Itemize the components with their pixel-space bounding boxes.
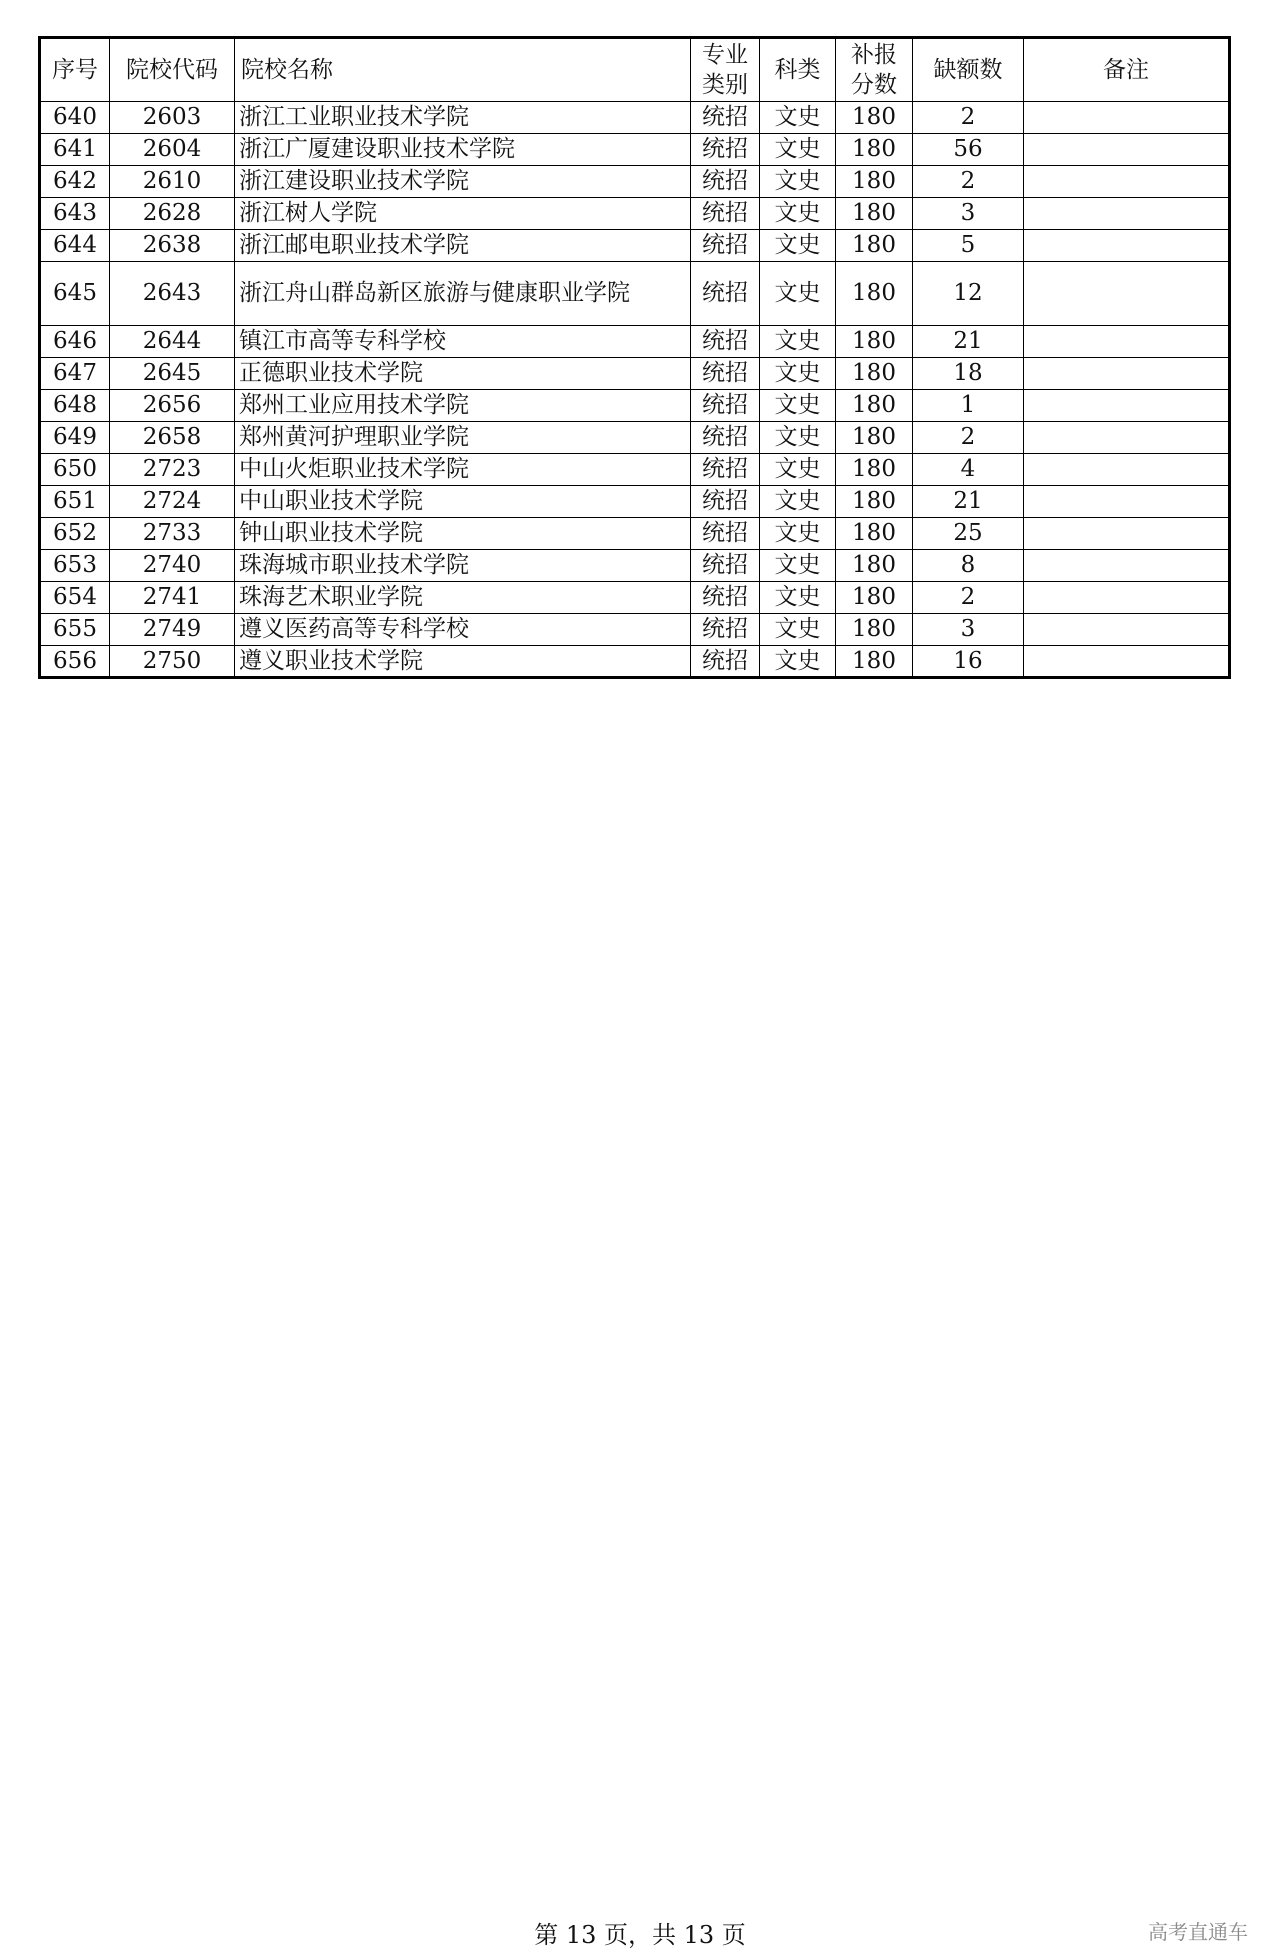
cell-code: 2658 xyxy=(110,422,235,454)
cell-score: 180 xyxy=(836,486,913,518)
cell-vacancy: 12 xyxy=(913,262,1024,326)
cell-subject: 文史 xyxy=(760,518,836,550)
cell-major-type: 统招 xyxy=(691,198,760,230)
cell-vacancy: 2 xyxy=(913,582,1024,614)
cell-score: 180 xyxy=(836,422,913,454)
cell-major-type: 统招 xyxy=(691,646,760,678)
table-row xyxy=(40,198,1230,230)
cell-seq: 649 xyxy=(40,422,110,454)
admission-vacancy-table xyxy=(38,36,1231,679)
cell-name: 浙江建设职业技术学院 xyxy=(235,166,691,198)
cell-subject: 文史 xyxy=(760,454,836,486)
cell-code: 2638 xyxy=(110,230,235,262)
cell-vacancy: 5 xyxy=(913,230,1024,262)
cell-code: 2644 xyxy=(110,326,235,358)
table-row xyxy=(40,102,1230,134)
table-row xyxy=(40,134,1230,166)
cell-vacancy: 25 xyxy=(913,518,1024,550)
cell-seq: 642 xyxy=(40,166,110,198)
cell-vacancy: 4 xyxy=(913,454,1024,486)
cell-major-type: 统招 xyxy=(691,550,760,582)
cell-remark xyxy=(1024,358,1230,390)
cell-score: 180 xyxy=(836,230,913,262)
cell-score: 180 xyxy=(836,102,913,134)
cell-seq: 650 xyxy=(40,454,110,486)
cell-score: 180 xyxy=(836,262,913,326)
cell-name: 珠海艺术职业学院 xyxy=(235,582,691,614)
cell-seq: 645 xyxy=(40,262,110,326)
cell-subject: 文史 xyxy=(760,614,836,646)
cell-vacancy: 3 xyxy=(913,198,1024,230)
cell-subject: 文史 xyxy=(760,166,836,198)
cell-seq: 646 xyxy=(40,326,110,358)
cell-score: 180 xyxy=(836,550,913,582)
cell-seq: 654 xyxy=(40,582,110,614)
cell-subject: 文史 xyxy=(760,134,836,166)
cell-code: 2656 xyxy=(110,390,235,422)
cell-remark xyxy=(1024,582,1230,614)
cell-subject: 文史 xyxy=(760,422,836,454)
table-row xyxy=(40,646,1230,678)
cell-name: 浙江广厦建设职业技术学院 xyxy=(235,134,691,166)
cell-name: 钟山职业技术学院 xyxy=(235,518,691,550)
cell-remark xyxy=(1024,550,1230,582)
cell-seq: 655 xyxy=(40,614,110,646)
cell-major-type: 统招 xyxy=(691,102,760,134)
cell-score: 180 xyxy=(836,646,913,678)
cell-remark xyxy=(1024,326,1230,358)
cell-major-type: 统招 xyxy=(691,262,760,326)
cell-code: 2723 xyxy=(110,454,235,486)
cell-remark xyxy=(1024,518,1230,550)
cell-vacancy: 21 xyxy=(913,486,1024,518)
table-row xyxy=(40,358,1230,390)
table-row xyxy=(40,614,1230,646)
header-major-type xyxy=(691,38,760,102)
header-subject: 科类 xyxy=(760,38,836,102)
cell-vacancy: 18 xyxy=(913,358,1024,390)
cell-remark xyxy=(1024,134,1230,166)
cell-code: 2643 xyxy=(110,262,235,326)
cell-name: 遵义医药高等专科学校 xyxy=(235,614,691,646)
cell-major-type: 统招 xyxy=(691,518,760,550)
cell-subject: 文史 xyxy=(760,582,836,614)
cell-major-type: 统招 xyxy=(691,134,760,166)
cell-score: 180 xyxy=(836,614,913,646)
cell-major-type: 统招 xyxy=(691,358,760,390)
cell-remark xyxy=(1024,230,1230,262)
cell-code: 2740 xyxy=(110,550,235,582)
cell-score: 180 xyxy=(836,518,913,550)
cell-subject: 文史 xyxy=(760,646,836,678)
cell-name: 郑州工业应用技术学院 xyxy=(235,390,691,422)
cell-code: 2724 xyxy=(110,486,235,518)
table-row xyxy=(40,550,1230,582)
cell-vacancy: 21 xyxy=(913,326,1024,358)
cell-remark xyxy=(1024,198,1230,230)
header-score xyxy=(836,38,913,102)
cell-code: 2750 xyxy=(110,646,235,678)
cell-vacancy: 2 xyxy=(913,166,1024,198)
cell-score: 180 xyxy=(836,166,913,198)
header-seq: 序号 xyxy=(40,38,110,102)
cell-remark xyxy=(1024,262,1230,326)
cell-code: 2628 xyxy=(110,198,235,230)
cell-major-type: 统招 xyxy=(691,582,760,614)
header-major-type-line1: 专业 xyxy=(702,42,748,68)
cell-remark xyxy=(1024,646,1230,678)
cell-seq: 640 xyxy=(40,102,110,134)
cell-seq: 641 xyxy=(40,134,110,166)
cell-subject: 文史 xyxy=(760,358,836,390)
cell-seq: 656 xyxy=(40,646,110,678)
cell-subject: 文史 xyxy=(760,102,836,134)
cell-score: 180 xyxy=(836,582,913,614)
cell-code: 2741 xyxy=(110,582,235,614)
cell-score: 180 xyxy=(836,454,913,486)
cell-subject: 文史 xyxy=(760,230,836,262)
page-number: 第 13 页，共 13 页 xyxy=(534,1921,746,1949)
table-header-row xyxy=(40,38,1230,102)
cell-name: 中山职业技术学院 xyxy=(235,486,691,518)
cell-seq: 653 xyxy=(40,550,110,582)
cell-major-type: 统招 xyxy=(691,166,760,198)
cell-subject: 文史 xyxy=(760,390,836,422)
table-row xyxy=(40,326,1230,358)
cell-code: 2749 xyxy=(110,614,235,646)
cell-remark xyxy=(1024,486,1230,518)
cell-subject: 文史 xyxy=(760,326,836,358)
cell-seq: 651 xyxy=(40,486,110,518)
header-vacancy: 缺额数 xyxy=(913,38,1024,102)
cell-code: 2610 xyxy=(110,166,235,198)
cell-seq: 643 xyxy=(40,198,110,230)
cell-major-type: 统招 xyxy=(691,326,760,358)
cell-name: 遵义职业技术学院 xyxy=(235,646,691,678)
cell-subject: 文史 xyxy=(760,198,836,230)
cell-name: 浙江舟山群岛新区旅游与健康职业学院 xyxy=(235,262,691,326)
cell-score: 180 xyxy=(836,198,913,230)
cell-vacancy: 1 xyxy=(913,390,1024,422)
cell-major-type: 统招 xyxy=(691,390,760,422)
cell-vacancy: 3 xyxy=(913,614,1024,646)
cell-score: 180 xyxy=(836,390,913,422)
cell-name: 郑州黄河护理职业学院 xyxy=(235,422,691,454)
cell-code: 2645 xyxy=(110,358,235,390)
cell-vacancy: 16 xyxy=(913,646,1024,678)
cell-score: 180 xyxy=(836,326,913,358)
cell-seq: 647 xyxy=(40,358,110,390)
cell-seq: 644 xyxy=(40,230,110,262)
cell-vacancy: 2 xyxy=(913,422,1024,454)
cell-code: 2604 xyxy=(110,134,235,166)
table-row xyxy=(40,390,1230,422)
cell-remark xyxy=(1024,390,1230,422)
cell-score: 180 xyxy=(836,134,913,166)
cell-major-type: 统招 xyxy=(691,230,760,262)
cell-subject: 文史 xyxy=(760,486,836,518)
cell-subject: 文史 xyxy=(760,262,836,326)
table-row xyxy=(40,454,1230,486)
cell-vacancy: 8 xyxy=(913,550,1024,582)
cell-score: 180 xyxy=(836,358,913,390)
watermark: 高考直通车 xyxy=(1148,1920,1248,1944)
table-row xyxy=(40,230,1230,262)
cell-major-type: 统招 xyxy=(691,454,760,486)
cell-name: 珠海城市职业技术学院 xyxy=(235,550,691,582)
cell-subject: 文史 xyxy=(760,550,836,582)
cell-code: 2603 xyxy=(110,102,235,134)
cell-name: 镇江市高等专科学校 xyxy=(235,326,691,358)
header-name: 院校名称 xyxy=(235,38,691,102)
cell-remark xyxy=(1024,102,1230,134)
cell-code: 2733 xyxy=(110,518,235,550)
cell-name: 正德职业技术学院 xyxy=(235,358,691,390)
table-row xyxy=(40,486,1230,518)
header-score-line2: 分数 xyxy=(851,72,897,98)
header-major-type-line2: 类别 xyxy=(702,72,748,98)
cell-major-type: 统招 xyxy=(691,486,760,518)
cell-name: 浙江邮电职业技术学院 xyxy=(235,230,691,262)
cell-remark xyxy=(1024,422,1230,454)
table-row xyxy=(40,262,1230,326)
table-row xyxy=(40,582,1230,614)
cell-vacancy: 2 xyxy=(913,102,1024,134)
header-code: 院校代码 xyxy=(110,38,235,102)
cell-vacancy: 56 xyxy=(913,134,1024,166)
table-row xyxy=(40,422,1230,454)
cell-seq: 652 xyxy=(40,518,110,550)
header-remark: 备注 xyxy=(1024,38,1230,102)
cell-name: 浙江工业职业技术学院 xyxy=(235,102,691,134)
table-row xyxy=(40,518,1230,550)
cell-remark xyxy=(1024,454,1230,486)
cell-name: 浙江树人学院 xyxy=(235,198,691,230)
cell-remark xyxy=(1024,614,1230,646)
cell-major-type: 统招 xyxy=(691,422,760,454)
header-score-line1: 补报 xyxy=(851,42,897,68)
cell-major-type: 统招 xyxy=(691,614,760,646)
table-row xyxy=(40,166,1230,198)
cell-remark xyxy=(1024,166,1230,198)
cell-name: 中山火炬职业技术学院 xyxy=(235,454,691,486)
table-body xyxy=(40,102,1230,678)
cell-seq: 648 xyxy=(40,390,110,422)
